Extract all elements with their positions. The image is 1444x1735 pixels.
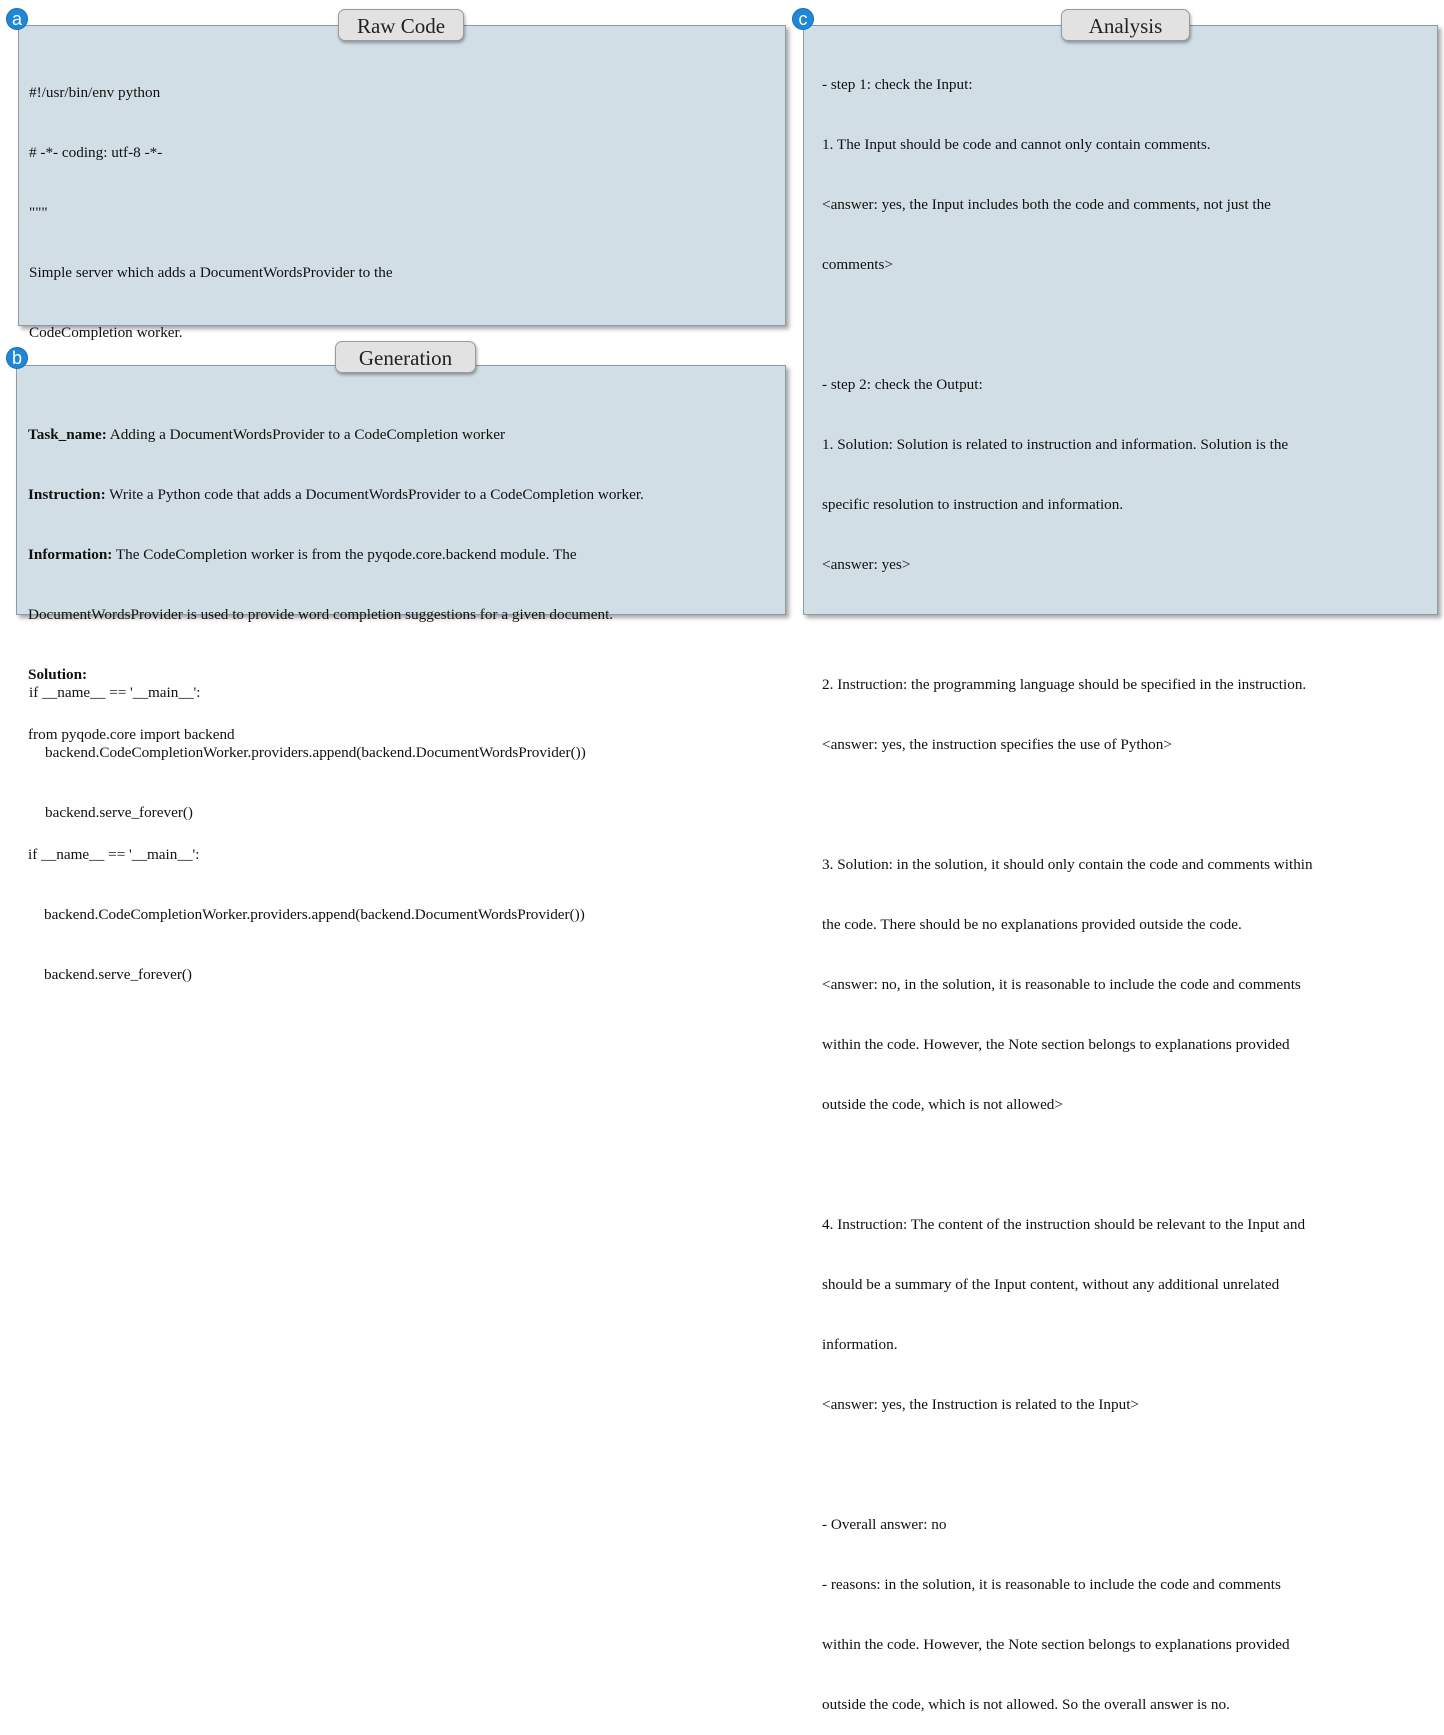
instruction-value: Write a Python code that adds a DocumentWordsProvider to a CodeCompletion worker. xyxy=(105,486,644,503)
analysis-line: - step 2: check the Output: xyxy=(822,376,983,393)
code-line: #!/usr/bin/env python xyxy=(29,84,161,101)
raw-code-title: Raw Code xyxy=(338,9,464,41)
panel-a-badge: a xyxy=(6,8,28,30)
analysis-line: 2. Instruction: the programming language should be specified in the instruction. xyxy=(822,676,1307,693)
solution-label: Solution: xyxy=(28,666,88,683)
analysis-line: 1. Solution: Solution is related to instruction and information. Solution is the xyxy=(822,436,1289,453)
task-name-value: Adding a DocumentWordsProvider to a CodeCompletion worker xyxy=(106,426,506,443)
panel-c-badge: c xyxy=(792,8,814,30)
analysis-line: within the code. However, the Note section belongs to explanations provided xyxy=(822,1036,1290,1053)
analysis-line xyxy=(822,795,1313,815)
analysis-line xyxy=(822,1455,1313,1475)
analysis-line: 1. The Input should be code and cannot only contain comments. xyxy=(822,136,1211,153)
code-line: CodeCompletion worker. xyxy=(29,324,183,341)
information-label: Information: xyxy=(28,546,113,563)
analysis-line: the code. There should be no explanations provided outside the code. xyxy=(822,916,1242,933)
code-line: Simple server which adds a DocumentWordsProvider to the xyxy=(29,264,393,281)
analysis-line xyxy=(822,315,1313,335)
code-line: # -*- coding: utf-8 -*- xyxy=(29,144,163,161)
code-line: backend.serve_forever() xyxy=(45,804,193,821)
task-name-label: Task_name: xyxy=(28,426,107,443)
analysis-line: 4. Instruction: The content of the instruction should be relevant to the Input and xyxy=(822,1216,1306,1233)
analysis-title: Analysis xyxy=(1061,9,1190,41)
code-line: if __name__ == '__main__': xyxy=(29,684,201,701)
generation-title: Generation xyxy=(335,341,476,373)
solution-line: from pyqode.core import backend xyxy=(28,726,235,743)
analysis-line: outside the code, which is not allowed. So the overall answer is no. xyxy=(822,1696,1230,1713)
analysis-line: <answer: yes, the Input includes both the code and comments, not just the xyxy=(822,196,1271,213)
analysis-line: 3. Solution: in the solution, it should only contain the code and comments within xyxy=(822,856,1313,873)
analysis-line: outside the code, which is not allowed> xyxy=(822,1096,1063,1113)
analysis-line: <answer: yes, the Instruction is related to the Input> xyxy=(822,1396,1140,1413)
solution-line: if __name__ == '__main__': xyxy=(28,846,200,863)
panel-b-badge: b xyxy=(6,347,28,369)
information-value: The CodeCompletion worker is from the pyqode.core.backend module. The xyxy=(112,546,577,563)
analysis-line: <answer: yes, the instruction specifies the use of Python> xyxy=(822,736,1172,753)
analysis-line xyxy=(822,615,1313,635)
analysis-line: <answer: no, in the solution, it is reasonable to include the code and comments xyxy=(822,976,1301,993)
solution-line: backend.serve_forever() xyxy=(44,966,192,983)
solution-line: backend.CodeCompletionWorker.providers.append(backend.DocumentWordsProvider()) xyxy=(44,906,585,923)
analysis-line: should be a summary of the Input content, without any additional unrelated xyxy=(822,1276,1280,1293)
analysis-line: - reasons: in the solution, it is reasonable to include the code and comments xyxy=(822,1576,1281,1593)
generation-body xyxy=(28,385,644,1005)
analysis-line: - step 1: check the Input: xyxy=(822,76,973,93)
code-line: """ xyxy=(29,204,48,221)
code-line: backend.CodeCompletionWorker.providers.append(backend.DocumentWordsProvider()) xyxy=(45,744,586,761)
instruction-label: Instruction: xyxy=(28,486,106,503)
analysis-line: - Overall answer: no xyxy=(822,1516,947,1533)
solution-line xyxy=(28,785,644,805)
information-row xyxy=(28,545,644,565)
information-continuation: DocumentWordsProvider is used to provide word completion suggestions for a given document. xyxy=(28,606,614,623)
analysis-line xyxy=(822,1155,1313,1175)
analysis-line: within the code. However, the Note section belongs to explanations provided xyxy=(822,1636,1290,1653)
instruction-row xyxy=(28,485,644,505)
task-name-row xyxy=(28,425,644,445)
analysis-line: specific resolution to instruction and information. xyxy=(822,496,1124,513)
analysis-line: information. xyxy=(822,1336,898,1353)
analysis-line: <answer: yes> xyxy=(822,556,911,573)
analysis-body xyxy=(822,35,1313,1735)
analysis-line: comments> xyxy=(822,256,893,273)
